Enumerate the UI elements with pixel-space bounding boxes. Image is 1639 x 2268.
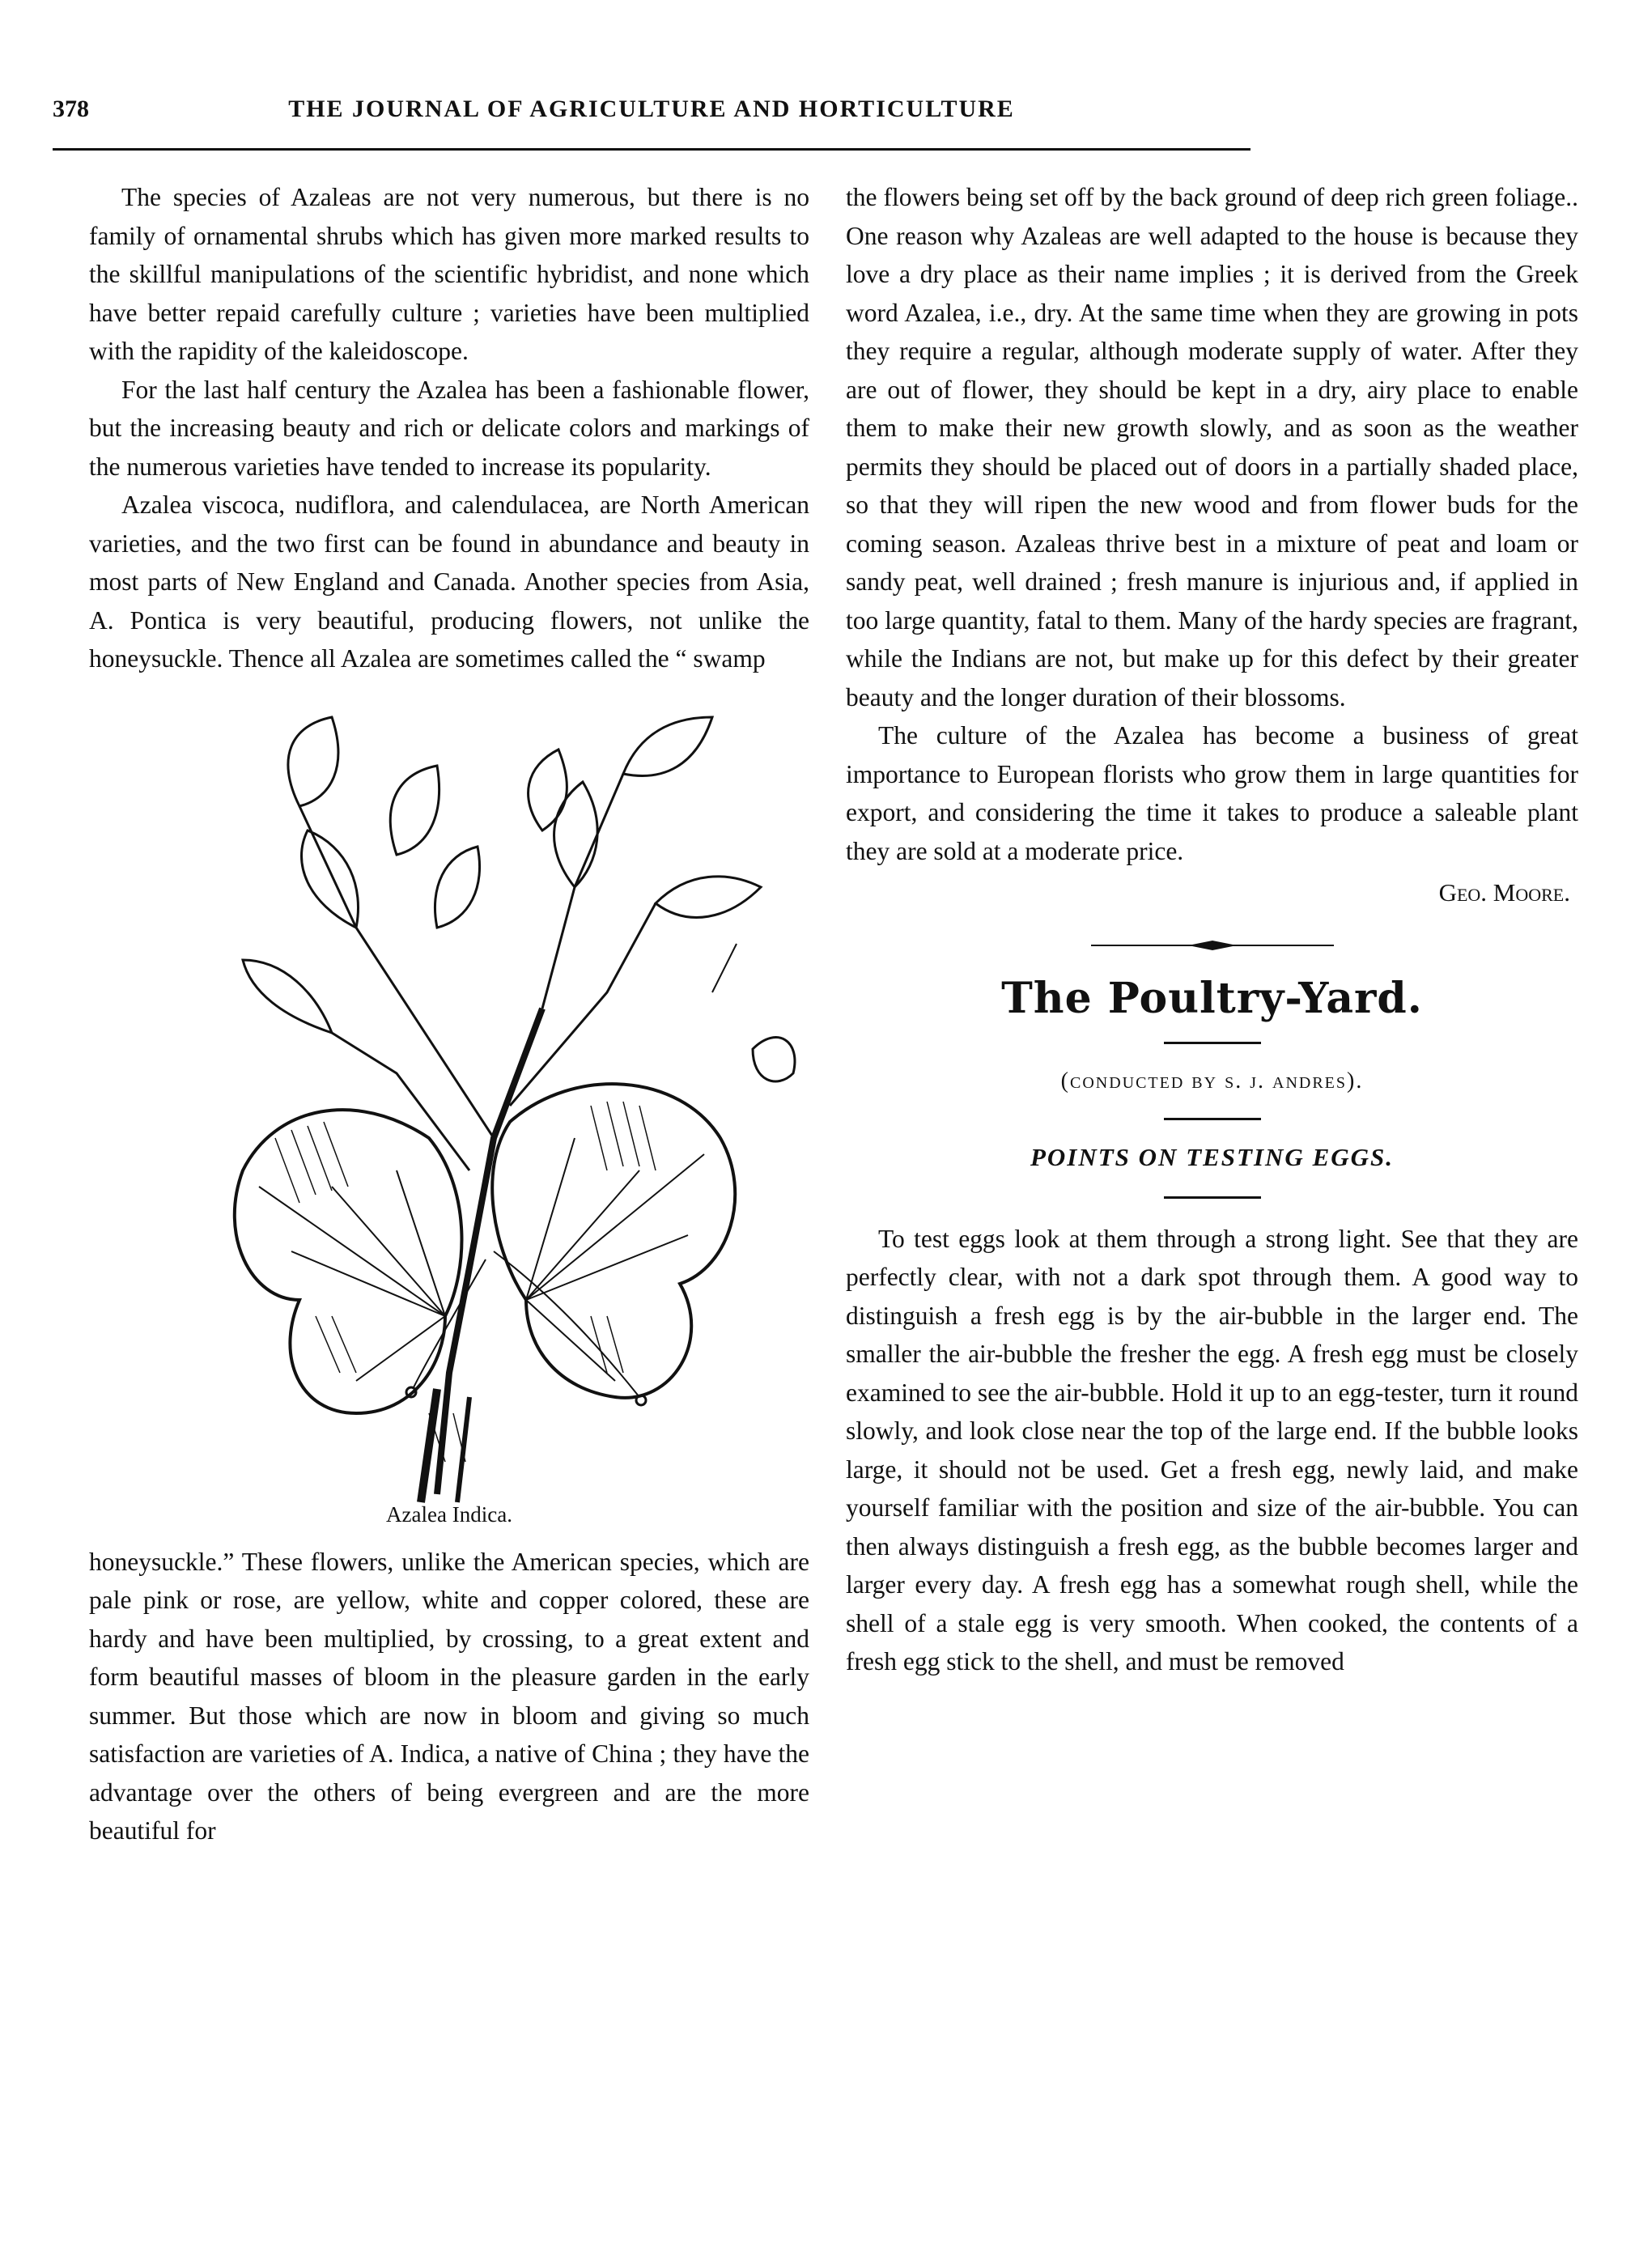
header-rule [53, 148, 1250, 151]
conducted-rule [1164, 1118, 1261, 1120]
paragraph-azalea-care: the flowers being set off by the back ground of deep rich green foliage.. One reason why Azaleas are well adapted to the house is because they love a dry place as their name implies ; it is derived from the Greek word Azalea, i.e., dry. At the same time when they are growing in pots they require a regular, although moderate supply of water. After they are out of flower, they should be kept in a dry, airy place to enable them to make their new growth slowly, and as soon as the weather permits they should be placed out of doors in a partially shaded place, so that they will ripen the new wood and from flower buds for the coming season. Azaleas thrive best in a mixture of peat and loam or sandy peat, well drained ; fresh manure is injurious and, if applied in too large quantity, fatal to them. Many of the hardy species are fragrant, while the Indians are not, but make up for this defect by their greater beauty and the longer duration of their blossoms. [846, 183, 1578, 711]
paragraph-fashionable-flower: For the last half century the Azalea has been a fashionable flower, but the increasing beauty and rich or delicate colors and markings of the numerous varieties have tended to increase its popularity. [89, 375, 809, 481]
page-header [53, 96, 1250, 134]
author-signature: Geo. Moore. [1438, 878, 1570, 907]
azalea-illustration [89, 685, 809, 1543]
title-rule [1164, 1042, 1261, 1044]
azalea-engraving [89, 685, 809, 1543]
article-subheading: POINTS ON TESTING EGGS. [1030, 1143, 1395, 1171]
section-title: The Poultry-Yard. [1001, 973, 1423, 1023]
paragraph-azalea-business: The culture of the Azalea has become a business of great importance to European florists who grow them in large quantities for export, and considering the time it takes to produce a saleable plant they are sold at a moderate price. [846, 721, 1578, 865]
conducted-by: (conducted by s. j. andres). [1060, 1068, 1364, 1094]
paragraph-honeysuckle-continued: honeysuckle.” These flowers, unlike the American species, which are pale pink or rose, are yellow, white and copper colored, these are hardy and have been multiplied, by crossing, to a great extent and form beautiful masses of bloom in the pleasure garden in the early summer. But those which are now in bloom and giving so much satisfaction are varieties of A. Indica, a native of China ; they have the advantage over the others of being evergreen and are the more beautiful for [89, 1547, 809, 1845]
left-column [89, 178, 809, 1850]
paragraph-testing-eggs: To test eggs look at them through a strong light. See that they are perfectly clear, with not a dark spot through them. A good way to distinguish a fresh egg is by the air-bubble in the larger end. The smaller the air-bubble the fresher the egg. A fresh egg must be closely examined to see the air-bubble. Hold it up to an egg-tester, turn it round slowly, and look close near the top of the large end. If the bubble looks large, it should not be used. Get a fresh egg, newly laid, and make yourself familiar with the position and size of the air-bubble. You can then always distinguish a fresh egg, as the bubble becomes larger and larger every day. A fresh egg has a somewhat rough shell, while the shell of a stale egg is very smooth. When cooked, the contents of a fresh egg stick to the shell, and must be removed [846, 1224, 1578, 1676]
paragraph-american-varieties: Azalea viscoca, nudiflora, and calendulacea, are North American varieties, and the two first can be found in abundance and beauty in most parts of New England and Canada. Another species from Asia, A. Pontica is very beautiful, producing flowers, not unlike the honeysuckle. Thence all Azalea are sometimes called the “ swamp [89, 491, 809, 673]
running-title: THE JOURNAL OF AGRICULTURE AND HORTICULTURE [288, 96, 1015, 122]
paragraph-azalea-species: The species of Azaleas are not very numerous, but there is no family of ornamental shrubs which has given more marked results to the skillful manipulations of the scientific hybridist, and none which have better repaid carefully culture ; varieties have been multiplied with the rapidity of the kaleidoscope. [89, 183, 809, 365]
section-ornament [846, 940, 1578, 951]
figure-caption: Azalea Indica. [386, 1502, 512, 1527]
right-column [846, 178, 1578, 1681]
page-number: 378 [53, 96, 89, 122]
